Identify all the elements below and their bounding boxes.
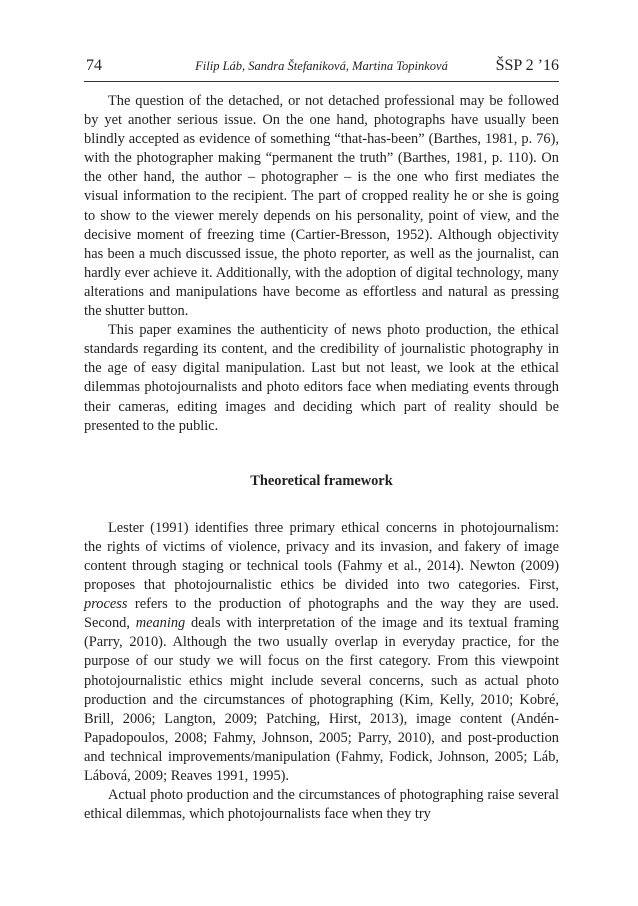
paragraph: Actual photo production and the circumstances of photographing raise several ethical dilemmas, which photojournalists face when they try	[84, 787, 559, 823]
text-run: Lester (1991) identifies three primary ethical concerns in photojournalism: the rights of victims of violence, privacy and its invasion, and fakery of image content through staging or technical tools (Fahmy et al., 2014). Newton (2009) proposes that photojournalistic ethics be divided into two categories. First,	[84, 519, 559, 594]
paragraph: This paper examines the authenticity of news photo production, the ethical standards regarding its content, and the credibility of journalistic photography in the age of easy digital manipulation. Last but not least, we look at the ethical dilemmas photojournalists and photo editors face when mediating events through their cameras, editing images and deciding which part of reality should be presented to the public.	[84, 322, 559, 434]
body-text	[84, 92, 559, 824]
running-header	[84, 55, 559, 82]
paragraph: The question of the detached, or not detached professional may be followed by yet another serious issue. On the one hand, photographs have usually been blindly accepted as evidence of something “that-has-been” (Barthes, 1981, p. 76), with the photographer making “permanent the truth” (Barthes, 1981, p. 110). On the other hand, the author – photographer – is the one who first mediates the visual information to the recipient. The part of cropped reality he or she is going to show to the viewer merely depends on his personality, point of view, and the decisive moment of freezing time (Cartier-Bresson, 1952). Although objectivity has been a much discussed issue, the photo reporter, as well as the journalist, can hardly ever achieve it. Additionally, with the adoption of digital technology, many alterations and manipulations have become as effortless and natural as pressing the shutter button.	[84, 93, 559, 320]
italic-term: meaning	[135, 615, 186, 632]
text-run: deals with interpretation of the image and its textual framing (Parry, 2010). Although the two usually overlap in everyday practice, for the purpose of our study we will focus on the first category. From this viewpoint photojournalistic ethics might include several concerns, such as actual photo production and the circumstances of photographing (Kim, Kelly, 2010; Kobré, Brill, 2006; Langton, 2009; Patching, Hirst, 2013), image content (Andén-Papadopoulos, 2008; Fahmy, Johnson, 2005; Parry, 2010), and post-production and technical improvements/manipulation (Fahmy, Fodick, Johnson, 2005; Láb, Lábová, 2009; Reaves 1991, 1995).	[84, 615, 559, 784]
italic-term: process	[84, 596, 128, 613]
header-authors: Filip Láb, Sandra Štefaniková, Martina Topinková	[195, 59, 448, 73]
paragraph	[84, 519, 559, 786]
header-journal: ŠSP 2 ’16	[495, 57, 559, 74]
text-run: refers to the production of photographs and the way they are used. Second,	[84, 596, 559, 632]
section-heading: Theoretical framework	[250, 472, 393, 489]
page-number: 74	[86, 57, 102, 74]
